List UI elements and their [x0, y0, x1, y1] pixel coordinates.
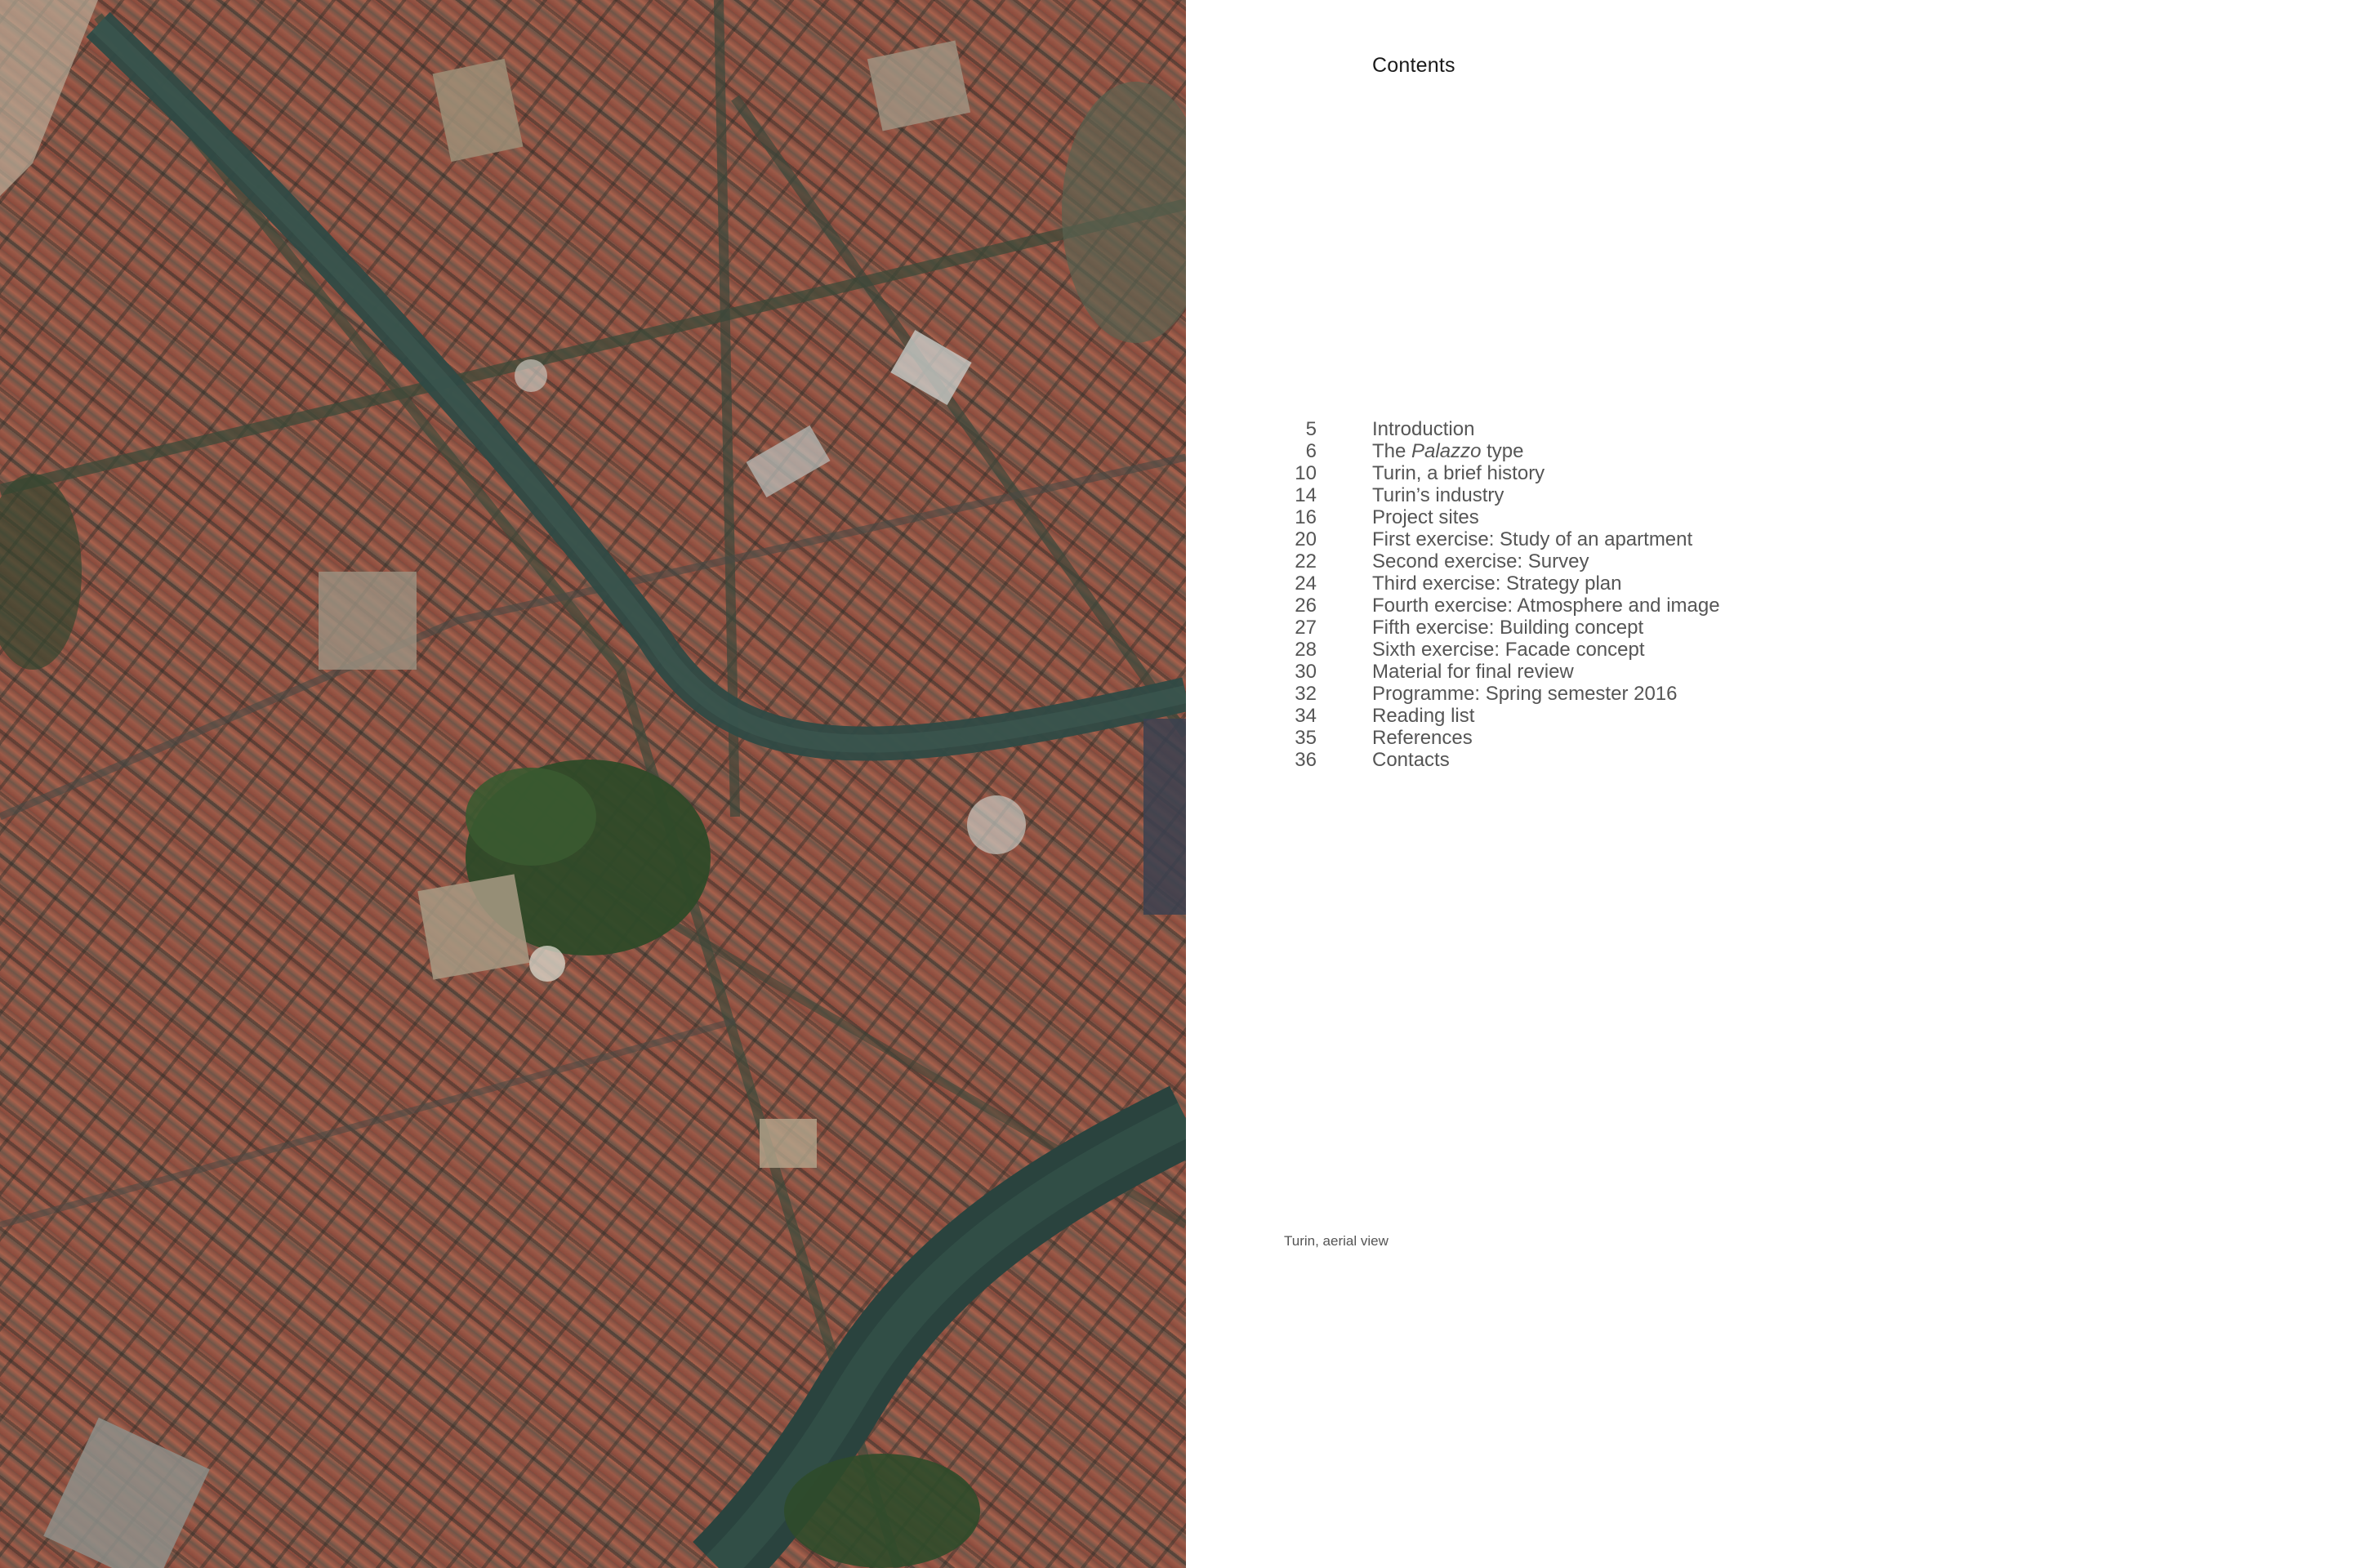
- toc-title: Reading list: [1372, 705, 1475, 727]
- toc-title: Material for final review: [1372, 661, 1574, 683]
- toc-entry[interactable]: [1276, 683, 1720, 705]
- map-caption: Turin, aerial view: [1284, 1233, 1389, 1249]
- toc-title: Introduction: [1372, 418, 1475, 440]
- toc-page-number: 30: [1295, 661, 1317, 683]
- toc-entry[interactable]: [1276, 506, 1720, 528]
- toc-title: Turin’s industry: [1372, 484, 1504, 506]
- table-of-contents: [1276, 418, 1720, 771]
- toc-title-prefix: The: [1372, 440, 1412, 462]
- toc-entry[interactable]: [1276, 418, 1720, 440]
- toc-page-number: 34: [1295, 705, 1317, 727]
- toc-title: Programme: Spring semester 2016: [1372, 683, 1678, 705]
- toc-entry[interactable]: [1276, 617, 1720, 639]
- toc-title: Third exercise: Strategy plan: [1372, 572, 1622, 595]
- toc-title: Sixth exercise: Facade concept: [1372, 639, 1645, 661]
- contents-page: [1186, 0, 2367, 1568]
- toc-page-number: 24: [1295, 572, 1317, 595]
- toc-entry[interactable]: [1276, 661, 1720, 683]
- toc-page-number: 14: [1295, 484, 1317, 506]
- toc-entry[interactable]: [1276, 595, 1720, 617]
- contents-heading: Contents: [1372, 54, 1455, 77]
- toc-title: Second exercise: Survey: [1372, 550, 1589, 572]
- toc-entry[interactable]: [1276, 484, 1720, 506]
- toc-page-number: 35: [1295, 727, 1317, 749]
- toc-entry[interactable]: [1276, 440, 1720, 462]
- toc-page-number: 20: [1295, 528, 1317, 550]
- toc-entry[interactable]: [1276, 528, 1720, 550]
- toc-title: Fourth exercise: Atmosphere and image: [1372, 595, 1720, 617]
- toc-entry[interactable]: [1276, 572, 1720, 595]
- toc-page-number: 5: [1305, 418, 1317, 440]
- toc-title: Fifth exercise: Building concept: [1372, 617, 1644, 639]
- toc-title-suffix: type: [1481, 440, 1524, 462]
- toc-entry[interactable]: [1276, 705, 1720, 727]
- toc-title-italic: Palazzo: [1411, 440, 1482, 462]
- toc-entry[interactable]: [1276, 550, 1720, 572]
- toc-page-number: 27: [1295, 617, 1317, 639]
- toc-title: References: [1372, 727, 1473, 749]
- toc-title: First exercise: Study of an apartment: [1372, 528, 1693, 550]
- toc-title: Turin, a brief history: [1372, 462, 1545, 484]
- toc-page-number: 10: [1295, 462, 1317, 484]
- toc-entry[interactable]: [1276, 639, 1720, 661]
- toc-entry[interactable]: [1276, 749, 1720, 771]
- toc-title: Project sites: [1372, 506, 1479, 528]
- toc-entry[interactable]: [1276, 462, 1720, 484]
- toc-entry[interactable]: [1276, 727, 1720, 749]
- toc-page-number: 32: [1295, 683, 1317, 705]
- toc-page-number: 6: [1305, 440, 1317, 462]
- toc-title: Contacts: [1372, 749, 1450, 771]
- toc-page-number: 36: [1295, 749, 1317, 771]
- toc-page-number: 26: [1295, 595, 1317, 617]
- toc-page-number: 16: [1295, 506, 1317, 528]
- toc-page-number: 22: [1295, 550, 1317, 572]
- toc-title: [1372, 440, 1523, 462]
- toc-page-number: 28: [1295, 639, 1317, 661]
